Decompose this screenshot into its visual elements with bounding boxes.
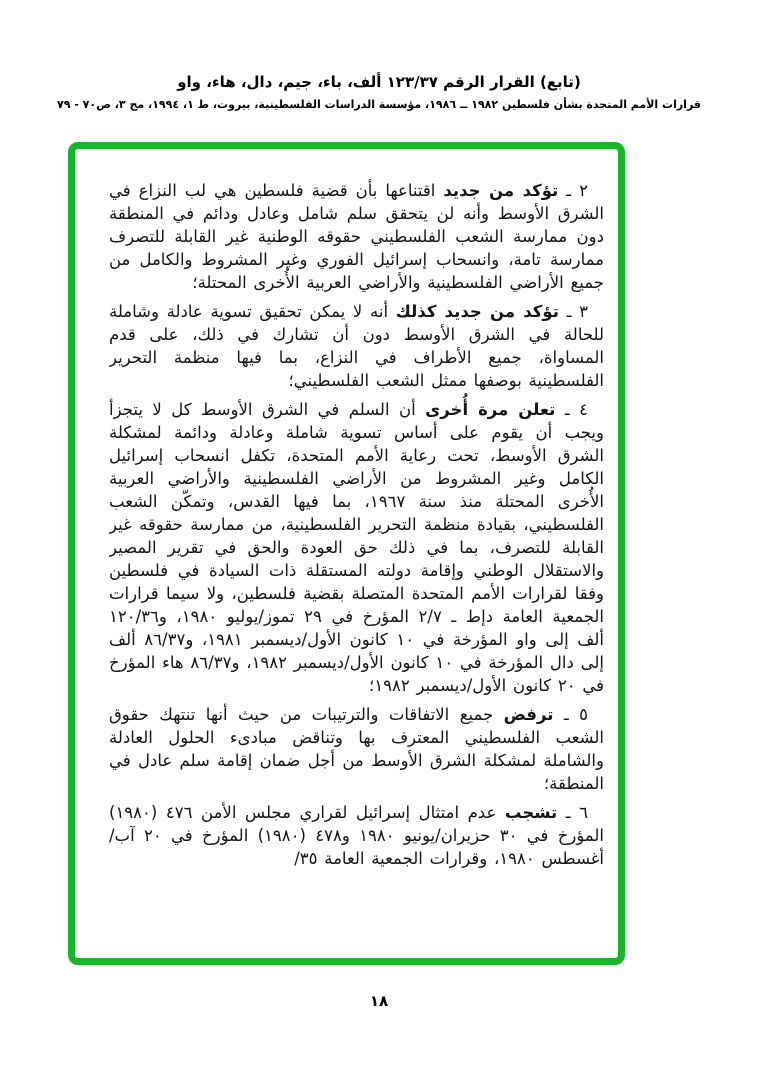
paragraph-6	[109, 801, 604, 870]
paragraph-lead: ترفض	[503, 705, 554, 724]
resolution-title: (تابع) القرار الرقم ١٢٣/٣٧ ألف، باء، جيم، دال، هاء، واو	[177, 73, 581, 91]
paragraph-text: اقتناعها بأن قضية فلسطين هي لب النزاع في الشرق الأوسط وأنه لن يتحقق سلم شامل وعادل ودائم في المنطقة دون ممارسة الشعب الفلسطيني حقوقه الوطنية غير القابلة للتصرف ممارسة تامة، وانسحاب إسرائيل الفوري وغير المشروط والكامل من جميع الأراضي الفلسطينية والأراضي العربية الأُخرى المحتلة؛	[109, 181, 604, 292]
page-number: ١٨	[369, 992, 389, 1010]
paragraph-number: ٢ ـ	[566, 181, 588, 200]
paragraph-lead: تعلن مرة أُخرى	[425, 400, 556, 419]
paragraph-4	[109, 398, 604, 697]
paragraph-3	[109, 300, 604, 392]
paragraph-lead: تؤكد من جديد كذلك	[395, 302, 559, 321]
source-citation: قرارات الأمم المتحدة بشأن فلسطين ١٩٨٢ ــ ١٩٨٦، مؤسسة الدراسات الفلسطينية، بيروت، ط ١، ١٩٩٤، مج ٣، ص٧٠ - ٧٩	[56, 98, 702, 111]
paragraph-number: ٤ ـ	[564, 400, 588, 419]
paragraph-5	[109, 703, 604, 795]
green-highlight-frame	[68, 142, 625, 965]
paragraph-number: ٦ ـ	[565, 803, 589, 822]
paragraph-text: أنه لا يمكن تحقيق تسوية عادلة وشاملة للحالة في الشرق الأوسط دون أن تشارك في ذلك، على قدم المساواة، جميع الأطراف في النزاع، بما فيها منظمة التحرير الفلسطينية بوصفها ممثل الشعب الفلسطيني؛	[109, 302, 604, 390]
paragraph-lead: تشجب	[504, 803, 558, 822]
document-header	[0, 72, 758, 112]
paragraph-2	[109, 179, 604, 294]
paragraph-number: ٥ ـ	[563, 705, 588, 724]
paragraph-lead: تؤكد من جديد	[443, 181, 559, 200]
paragraph-text: عدم امتثال إسرائيل لقراري مجلس الأمن ٤٧٦ (١٩٨٠) المؤرخ في ٣٠ حزيران/يونيو ١٩٨٠ و٤٧٨ (١٩٨٠) المؤرخ في ٢٠ آب/أغسطس ١٩٨٠، وقرارات الجمعية العامة ٣٥/	[109, 803, 604, 868]
paragraph-number: ٣ ـ	[566, 302, 588, 321]
paragraph-text: جميع الاتفاقات والترتيبات من حيث أنها تنتهك حقوق الشعب الفلسطيني المعترف بها وتناقض مبادىء الحلول العادلة والشاملة لمشكلة الشرق الأوسط من أجل ضمان إقامة سلم عادل في المنطقة؛	[109, 705, 604, 793]
resolution-body	[109, 179, 604, 942]
paragraph-text: أن السلم في الشرق الأوسط كل لا يتجزأ ويجب أن يقوم على أساس تسوية شاملة وعادلة ودائمة لمشكلة الشرق الأوسط، تحت رعاية الأمم المتحدة، تكفل انسحاب إسرائيل الكامل وغير المشروط من الأراضي الفلسطينية والأراضي العربية الأُخرى المحتلة منذ سنة ١٩٦٧، بما فيها القدس، وتمكّن الشعب الفلسطيني، بقيادة منظمة التحرير الفلسطينية، من ممارسة حقوقه غير القابلة للتصرف، بما في ذلك حق العودة والحق في تقرير المصير والاستقلال الوطني وإقامة دولته المستقلة ذات السيادة في فلسطين وفقا لقرارات الأمم المتحدة المتصلة بقضية فلسطين، ولا سيما قرارات الجمعية العامة دإط ـ ٢/٧ المؤرخ في ٢٩ تموز/يوليو ١٩٨٠، و١٢٠/٣٦ ألف إلى واو المؤرخة في ١٠ كانون الأول/ديسمبر ١٩٨١، و٨٦/٣٧ ألف إلى دال المؤرخة في ١٠ كانون الأول/ديسمبر ١٩٨٢، و٨٦/٣٧ هاء المؤرخ في ٢٠ كانون الأول/ديسمبر ١٩٨٢؛	[109, 400, 604, 695]
